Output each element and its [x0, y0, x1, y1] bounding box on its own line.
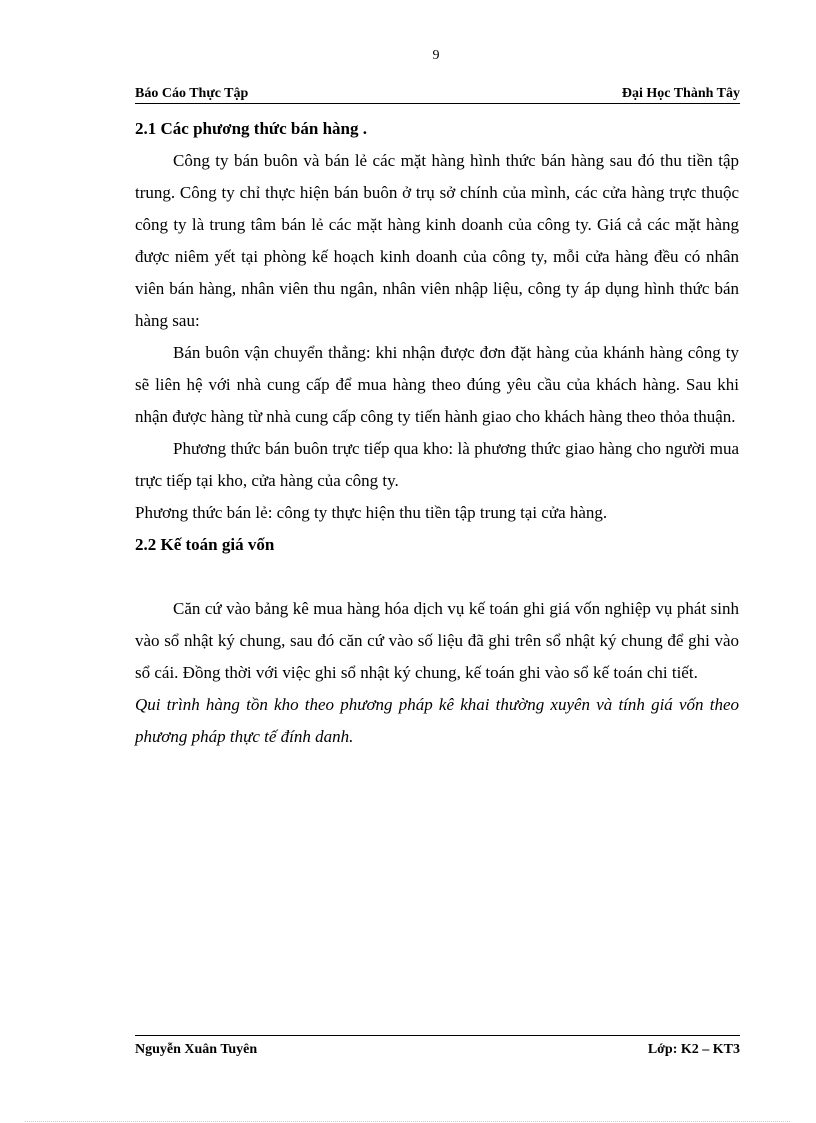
page-bottom-border [25, 1121, 790, 1122]
document-body [135, 113, 739, 753]
paragraph-sales-overview: Công ty bán buôn và bán lẻ các mặt hàng hình thức bán hàng sau đó thu tiền tập trung. Công ty chỉ thực hiện bán buôn ở trụ sở chính của mình, các cửa hàng trực thuộc công ty là trung tâm bán lẻ các mặt hàng kinh doanh của công ty. Giá cả các mặt hàng được niêm yết tại phòng kế hoạch kinh doanh của công ty, mỗi cửa hàng đều có nhân viên bán hàng, nhân viên thu ngân, nhân viên nhập liệu, công ty áp dụng hình thức bán hàng sau: [135, 151, 739, 330]
blank-line [135, 561, 739, 593]
paragraph-inventory-procedure: Qui trình hàng tồn kho theo phương pháp kê khai thường xuyên và tính giá vốn theo phương pháp thực tế đính danh. [135, 695, 739, 746]
paragraph-wholesale-direct-shipping: Bán buôn vận chuyển thẳng: khi nhận được đơn đặt hàng của khánh hàng công ty sẽ liên hệ với nhà cung cấp để mua hàng theo đúng yêu cầu của khách hàng. Sau khi nhận được hàng từ nhà cung cấp công ty tiến hành giao cho khách hàng theo thỏa thuận. [135, 343, 739, 426]
footer-class: Lớp: K2 – KT3 [647, 1042, 740, 1057]
paragraph-retail: Phương thức bán lẻ: công ty thực hiện thu tiền tập trung tại cửa hàng. [135, 503, 608, 522]
header-report-title: Báo Cáo Thực Tập [135, 86, 249, 101]
paragraph-wholesale-warehouse: Phương thức bán buôn trực tiếp qua kho: là phương thức giao hàng cho người mua trực tiếp tại kho, cửa hàng của công ty. [135, 439, 739, 490]
paragraph-cost-accounting: Căn cứ vào bảng kê mua hàng hóa dịch vụ kế toán ghi giá vốn nghiệp vụ phát sinh vào sổ nhật ký chung, sau đó căn cứ vào số liệu đã ghi trên sổ nhật ký chung để ghi vào sổ cái. Đồng thời với việc ghi sổ nhật ký chung, kế toán ghi vào sổ kế toán chi tiết. [135, 599, 739, 682]
page-footer [135, 1035, 740, 1058]
page-number: 9 [432, 48, 440, 63]
section-heading-2-1: 2.1 Các phương thức bán hàng . [135, 119, 367, 138]
section-heading-2-2: 2.2 Kế toán giá vốn [135, 535, 275, 554]
header-university: Đại Học Thành Tây [621, 86, 740, 101]
footer-author: Nguyễn Xuân Tuyên [135, 1042, 258, 1057]
page-header [135, 86, 740, 104]
